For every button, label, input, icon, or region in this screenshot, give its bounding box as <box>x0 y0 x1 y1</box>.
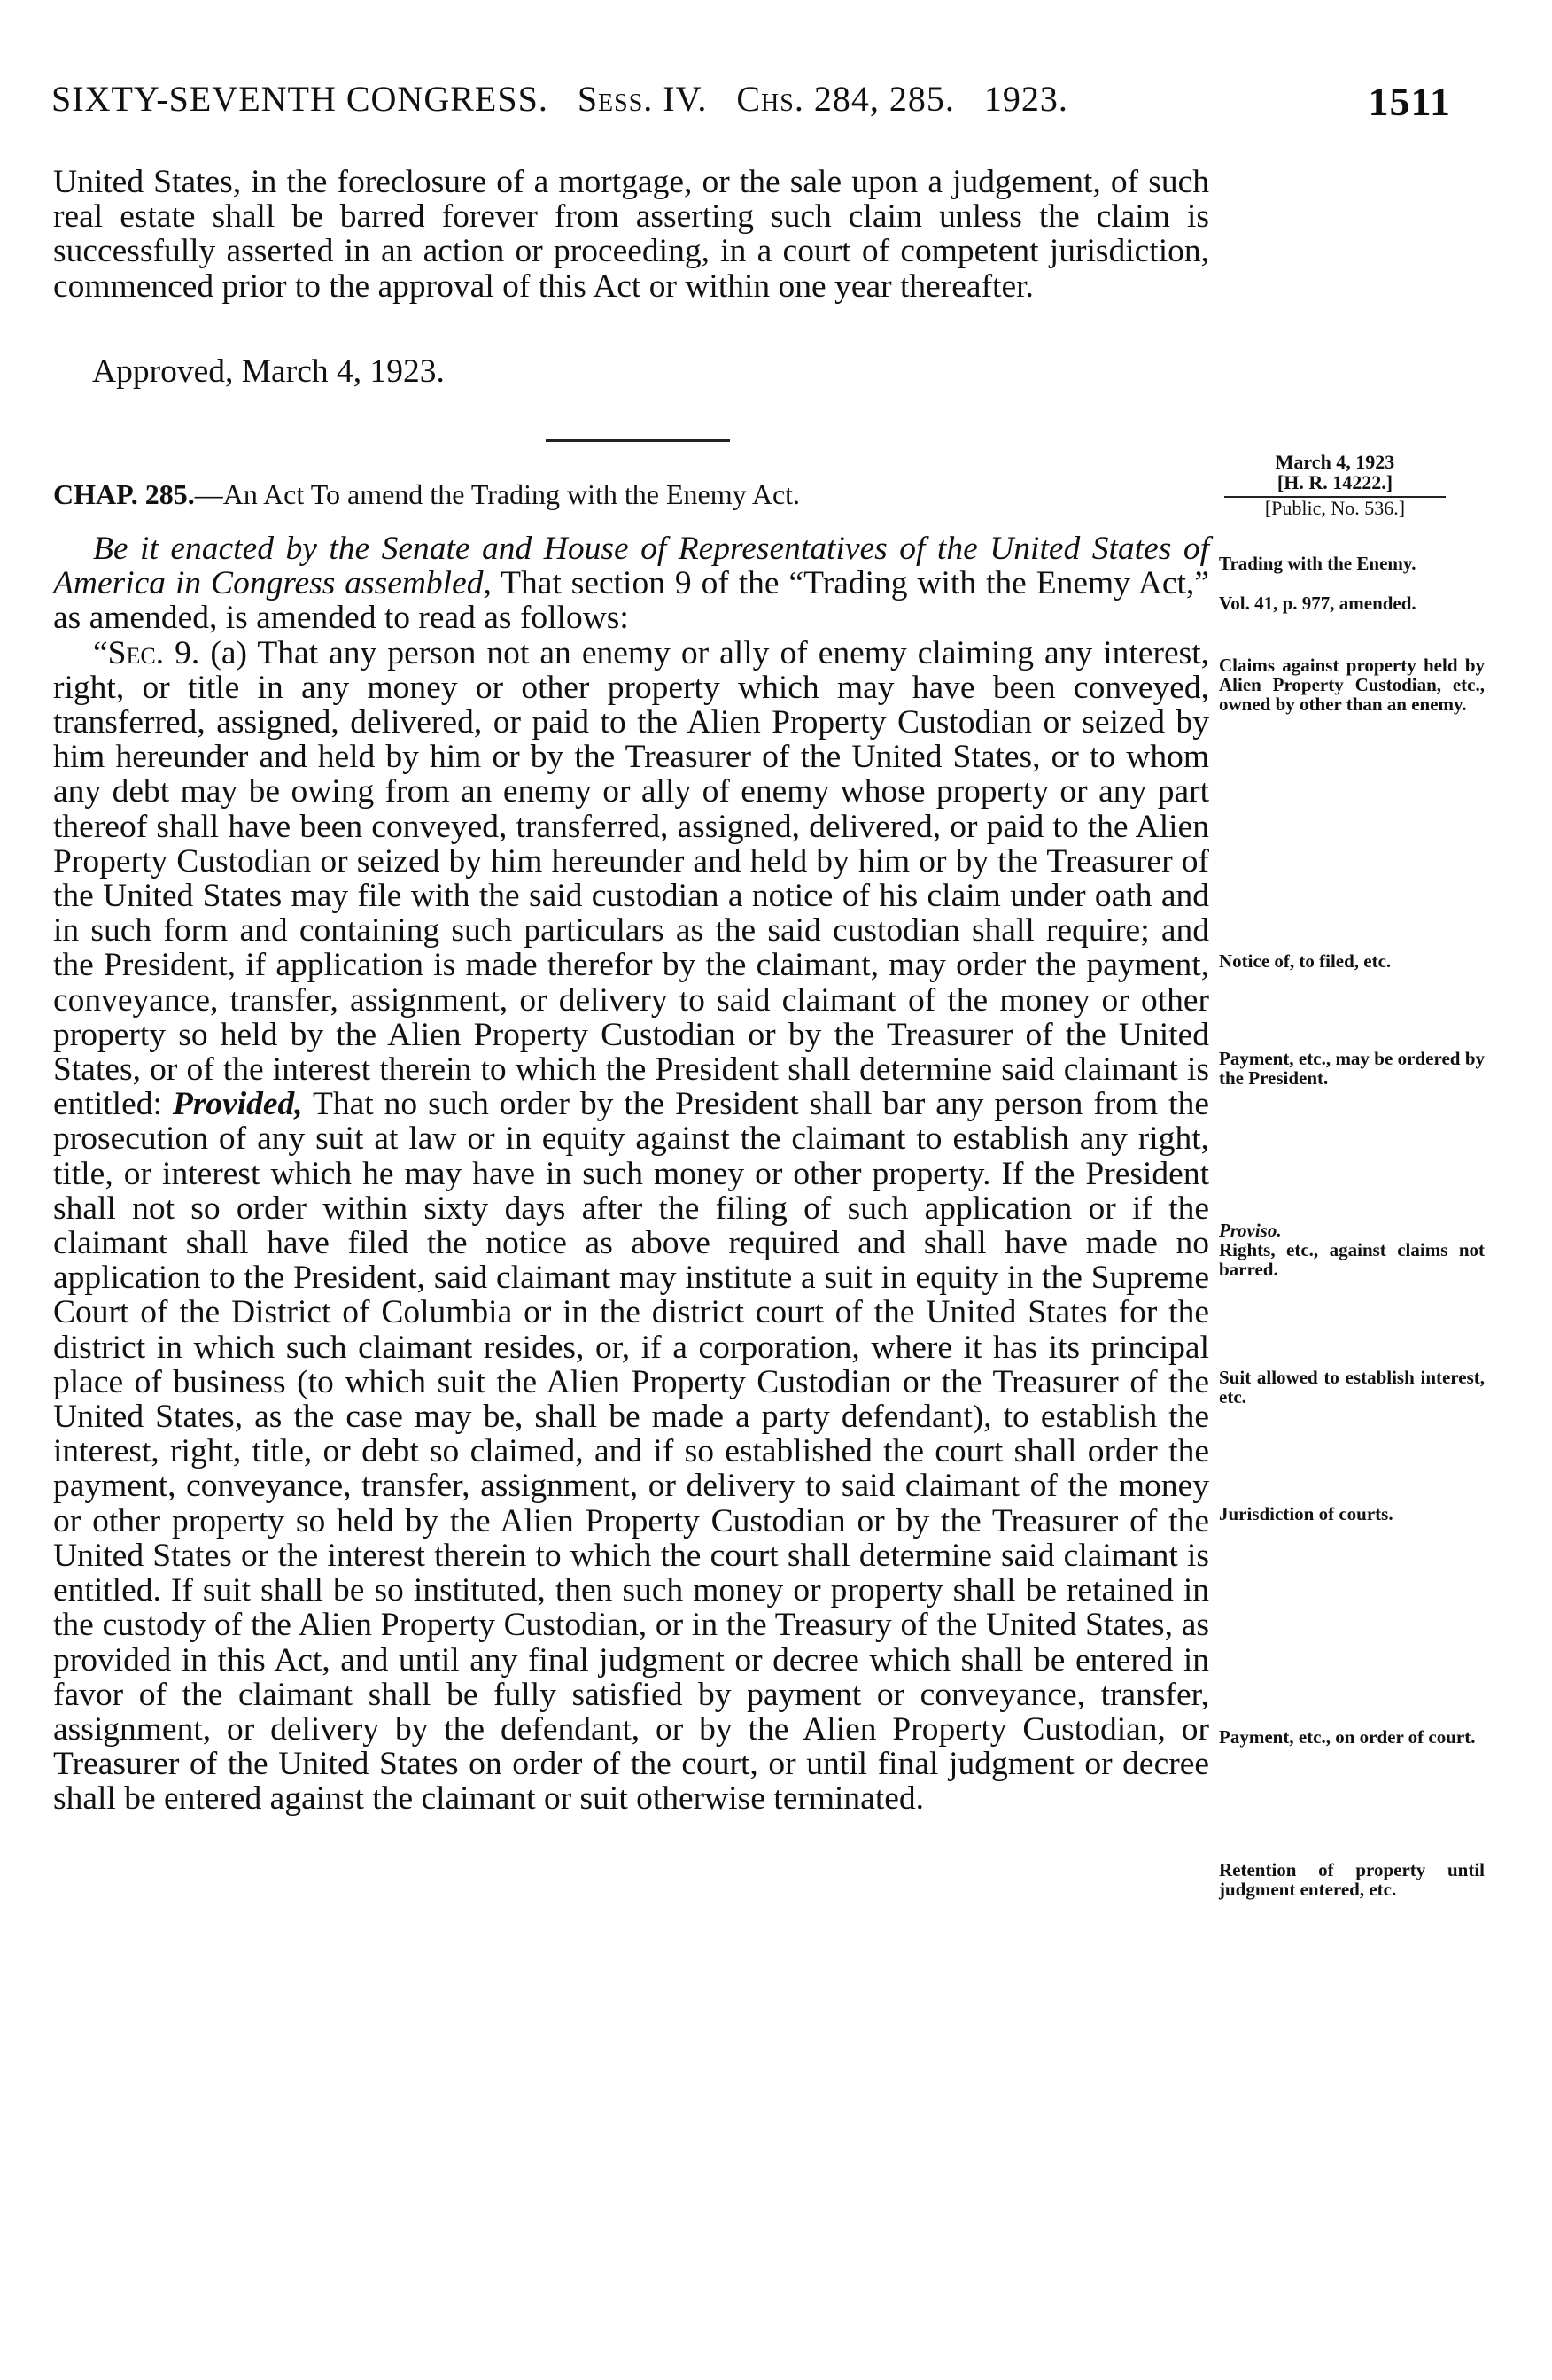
margin-note: Payment, etc., on order of court. <box>1219 1726 1476 1748</box>
intro-paragraph: United States, in the foreclosure of a mortgage, or the sale upon a judgement, of such real estate shall be barred forever from asserting such claim unless the claim is successfully asserted in an action or proceeding, in a court of competent jurisdiction, commenced prior to the approval of this Act or within one year thereafter. <box>53 164 1209 305</box>
margin-note: Payment, etc., may be ordered by the President. <box>1219 1048 1485 1089</box>
enactment-date: March 4, 1923 <box>1275 451 1395 473</box>
chapter-title: —An Act To amend the Trading with the Enemy Act. <box>194 478 801 510</box>
bill-number: [H. R. 14222.] <box>1277 471 1393 493</box>
act-body <box>53 531 1209 1817</box>
section-text-part2: That no such order by the President shall bar any person from the prosecution of any suit at law or in equity against the claimant to establish any right, title, or interest which he may have in such money or other property. If the President shall not so order within sixty days after the filing of such application or if the claimant shall have filed the notice as above required and shall have made no application to the President, said claimant may institute a suit in equity in the Supreme Court of the District of Columbia or in the district court of the United States for the district in which such claimant resides, or, if a corporation, where it has its principal place of business (to which suit the Alien Property Custodian or the Treasurer of the United States, as the case may be, shall be made a party defendant), to establish the interest, right, title, or debt so claimed, and if so established the court shall order the payment, conveyance, transfer, assignment, or delivery to said claimant of the money or other property so held by the Alien Property Custodian or by the Treasurer of the United States or the interest therein to which the court shall determine said claimant is entitled. If suit shall be so instituted, then such money or property shall be retained in the custody of the Alien Property Custodian, or in the Treasury of the United States, as provided in this Act, and until any final judgment or decree which shall be entered in favor of the claimant shall be fully satisfied by payment or conveyance, transfer, assignment, or delivery by the defendant, or by the Alien Property Custodian, or Treasurer of the United States on order of the court, or until final judgment or decree shall be entered against the claimant or suit otherwise terminated. <box>53 1086 1209 1818</box>
margin-note: Proviso. <box>1219 1220 1282 1241</box>
proviso-word: Provided, <box>172 1086 303 1123</box>
margin-note: Claims against property held by Alien Property Custodian, etc., owned by other than an enemy. <box>1219 655 1485 715</box>
margin-note: Notice of, to filed, etc. <box>1219 950 1392 972</box>
margin-note: Retention of property until judgment entered, etc. <box>1219 1859 1485 1900</box>
margin-note: Jurisdiction of courts. <box>1219 1503 1393 1524</box>
running-title <box>51 78 1068 120</box>
enacting-text: That section 9 of the “Trading with the Enemy Act,” as amended, is amended to read as follows: <box>53 565 1209 637</box>
page-number: 1511 <box>1368 79 1451 124</box>
enacting-paragraph <box>53 531 1209 636</box>
margin-note: Trading with the Enemy. <box>1219 553 1416 574</box>
chapters-label: Chs. 284, 285. <box>736 79 955 119</box>
section-divider <box>546 439 730 442</box>
year-label: 1923. <box>983 79 1068 119</box>
margin-note: Rights, etc., against claims not barred. <box>1219 1239 1485 1280</box>
public-law-number: [Public, No. 536.] <box>1264 497 1406 519</box>
enacting-clause: Be it enacted by the Senate and House of Representatives of the United States of America in Congress assembled, <box>53 531 1209 602</box>
section-9-paragraph <box>53 636 1209 1817</box>
section-text-part1: (a) That any person not an enemy or ally of enemy claiming any interest, right, or title in any money or other property which may have been conveyed, transferred, assigned, delivered, or paid to the Alien Property Custodian or seized by him hereunder and held by him or by the Treasurer of the United States, or to whom any debt may be owing from an enemy or ally of enemy whose property or any part thereof shall have been conveyed, transferred, assigned, delivered, or paid to the Alien Property Custodian or seized by him hereunder and held by him or by the Treasurer of the United States may file with the said custodian a notice of his claim under oath and in such form and containing such particulars as the said custodian shall require; and the President, if application is made therefor by the claimant, may order the payment, conveyance, transfer, assignment, or delivery to said claimant of the money or other property so held by the Alien Property Custodian or by the Treasurer of the United States, or of the interest therein to which the President shall determine said claimant is entitled: <box>53 634 1209 1123</box>
section-label: “Sec. 9. <box>93 634 200 671</box>
congress-label: SIXTY-SEVENTH CONGRESS. <box>51 79 548 119</box>
chapter-label: CHAP. 285. <box>53 478 195 510</box>
approval-line: Approved, March 4, 1923. <box>92 353 445 390</box>
chapter-heading <box>53 478 800 511</box>
margin-note: Suit allowed to establish interest, etc. <box>1219 1367 1485 1407</box>
margin-note: Vol. 41, p. 977, amended. <box>1219 593 1416 614</box>
session-label: Sess. IV. <box>577 79 708 119</box>
chapter-margin-citation <box>1224 452 1446 518</box>
